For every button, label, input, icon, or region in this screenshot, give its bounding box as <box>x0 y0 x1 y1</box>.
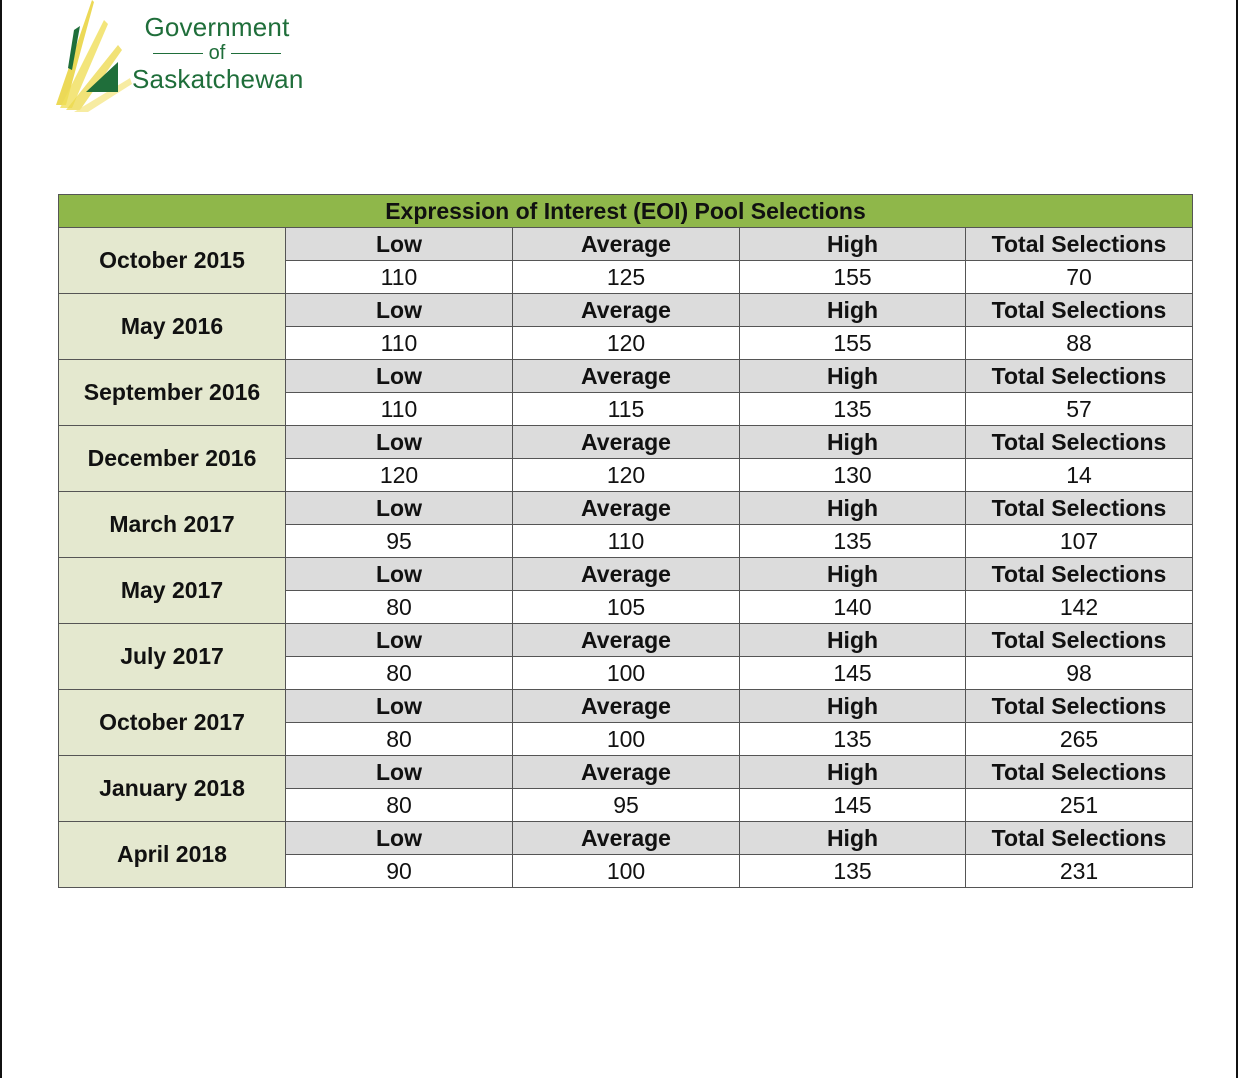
column-header-average: Average <box>513 690 740 723</box>
eoi-selections-table <box>58 194 1193 888</box>
value-low: 90 <box>286 855 513 888</box>
column-header-low: Low <box>286 822 513 855</box>
column-header-low: Low <box>286 756 513 789</box>
column-header-high: High <box>740 624 966 657</box>
value-average: 125 <box>513 261 740 294</box>
value-total-selections: 88 <box>966 327 1193 360</box>
value-high: 155 <box>740 261 966 294</box>
column-header-average: Average <box>513 492 740 525</box>
value-high: 140 <box>740 591 966 624</box>
value-total-selections: 70 <box>966 261 1193 294</box>
month-label: May 2017 <box>59 558 286 624</box>
column-header-average: Average <box>513 426 740 459</box>
month-label: December 2016 <box>59 426 286 492</box>
value-total-selections: 265 <box>966 723 1193 756</box>
value-low: 80 <box>286 657 513 690</box>
column-header-high: High <box>740 558 966 591</box>
table-header-row <box>59 360 1193 393</box>
column-header-high: High <box>740 492 966 525</box>
logo-text-of: of <box>208 42 226 64</box>
month-label: October 2017 <box>59 690 286 756</box>
value-average: 120 <box>513 459 740 492</box>
value-average: 120 <box>513 327 740 360</box>
left-frame-border <box>0 0 2 1078</box>
value-low: 110 <box>286 393 513 426</box>
value-low: 80 <box>286 723 513 756</box>
column-header-average: Average <box>513 756 740 789</box>
value-total-selections: 14 <box>966 459 1193 492</box>
value-low: 110 <box>286 327 513 360</box>
column-header-total-selections: Total Selections <box>966 228 1193 261</box>
column-header-low: Low <box>286 228 513 261</box>
value-high: 135 <box>740 723 966 756</box>
column-header-total-selections: Total Selections <box>966 756 1193 789</box>
column-header-total-selections: Total Selections <box>966 492 1193 525</box>
value-average: 115 <box>513 393 740 426</box>
column-header-high: High <box>740 360 966 393</box>
column-header-low: Low <box>286 690 513 723</box>
table-header-row <box>59 294 1193 327</box>
column-header-high: High <box>740 822 966 855</box>
month-label: April 2018 <box>59 822 286 888</box>
value-high: 135 <box>740 525 966 558</box>
column-header-average: Average <box>513 624 740 657</box>
column-header-total-selections: Total Selections <box>966 822 1193 855</box>
column-header-low: Low <box>286 558 513 591</box>
column-header-low: Low <box>286 624 513 657</box>
column-header-total-selections: Total Selections <box>966 426 1193 459</box>
month-label: September 2016 <box>59 360 286 426</box>
table-header-row <box>59 228 1193 261</box>
value-average: 100 <box>513 723 740 756</box>
logo-text-government: Government <box>144 12 290 42</box>
month-label: March 2017 <box>59 492 286 558</box>
value-low: 80 <box>286 591 513 624</box>
column-header-average: Average <box>513 294 740 327</box>
value-high: 135 <box>740 393 966 426</box>
value-average: 95 <box>513 789 740 822</box>
column-header-high: High <box>740 294 966 327</box>
column-header-total-selections: Total Selections <box>966 690 1193 723</box>
column-header-total-selections: Total Selections <box>966 294 1193 327</box>
table-header-row <box>59 756 1193 789</box>
value-total-selections: 107 <box>966 525 1193 558</box>
table-header-row <box>59 624 1193 657</box>
value-low: 95 <box>286 525 513 558</box>
value-average: 105 <box>513 591 740 624</box>
table-header-row <box>59 492 1193 525</box>
month-label: May 2016 <box>59 294 286 360</box>
value-low: 110 <box>286 261 513 294</box>
month-label: July 2017 <box>59 624 286 690</box>
table-header-row <box>59 690 1193 723</box>
column-header-average: Average <box>513 360 740 393</box>
value-high: 130 <box>740 459 966 492</box>
column-header-high: High <box>740 756 966 789</box>
logo-text-saskatchewan: Saskatchewan <box>132 64 304 94</box>
value-average: 100 <box>513 855 740 888</box>
value-high: 155 <box>740 327 966 360</box>
column-header-total-selections: Total Selections <box>966 624 1193 657</box>
table-header-row <box>59 822 1193 855</box>
government-logo <box>52 0 312 120</box>
value-low: 80 <box>286 789 513 822</box>
table-header-row <box>59 558 1193 591</box>
value-total-selections: 251 <box>966 789 1193 822</box>
column-header-average: Average <box>513 558 740 591</box>
value-total-selections: 231 <box>966 855 1193 888</box>
column-header-total-selections: Total Selections <box>966 558 1193 591</box>
table-header-row <box>59 426 1193 459</box>
table-title: Expression of Interest (EOI) Pool Selections <box>59 195 1193 228</box>
value-total-selections: 98 <box>966 657 1193 690</box>
value-high: 135 <box>740 855 966 888</box>
column-header-low: Low <box>286 426 513 459</box>
value-total-selections: 142 <box>966 591 1193 624</box>
column-header-low: Low <box>286 492 513 525</box>
column-header-total-selections: Total Selections <box>966 360 1193 393</box>
month-label: October 2015 <box>59 228 286 294</box>
column-header-high: High <box>740 426 966 459</box>
value-high: 145 <box>740 789 966 822</box>
value-average: 100 <box>513 657 740 690</box>
value-high: 145 <box>740 657 966 690</box>
value-average: 110 <box>513 525 740 558</box>
wheat-sheaf-icon <box>52 0 142 115</box>
column-header-low: Low <box>286 360 513 393</box>
month-label: January 2018 <box>59 756 286 822</box>
column-header-low: Low <box>286 294 513 327</box>
value-total-selections: 57 <box>966 393 1193 426</box>
column-header-high: High <box>740 690 966 723</box>
column-header-average: Average <box>513 228 740 261</box>
column-header-high: High <box>740 228 966 261</box>
column-header-average: Average <box>513 822 740 855</box>
value-low: 120 <box>286 459 513 492</box>
